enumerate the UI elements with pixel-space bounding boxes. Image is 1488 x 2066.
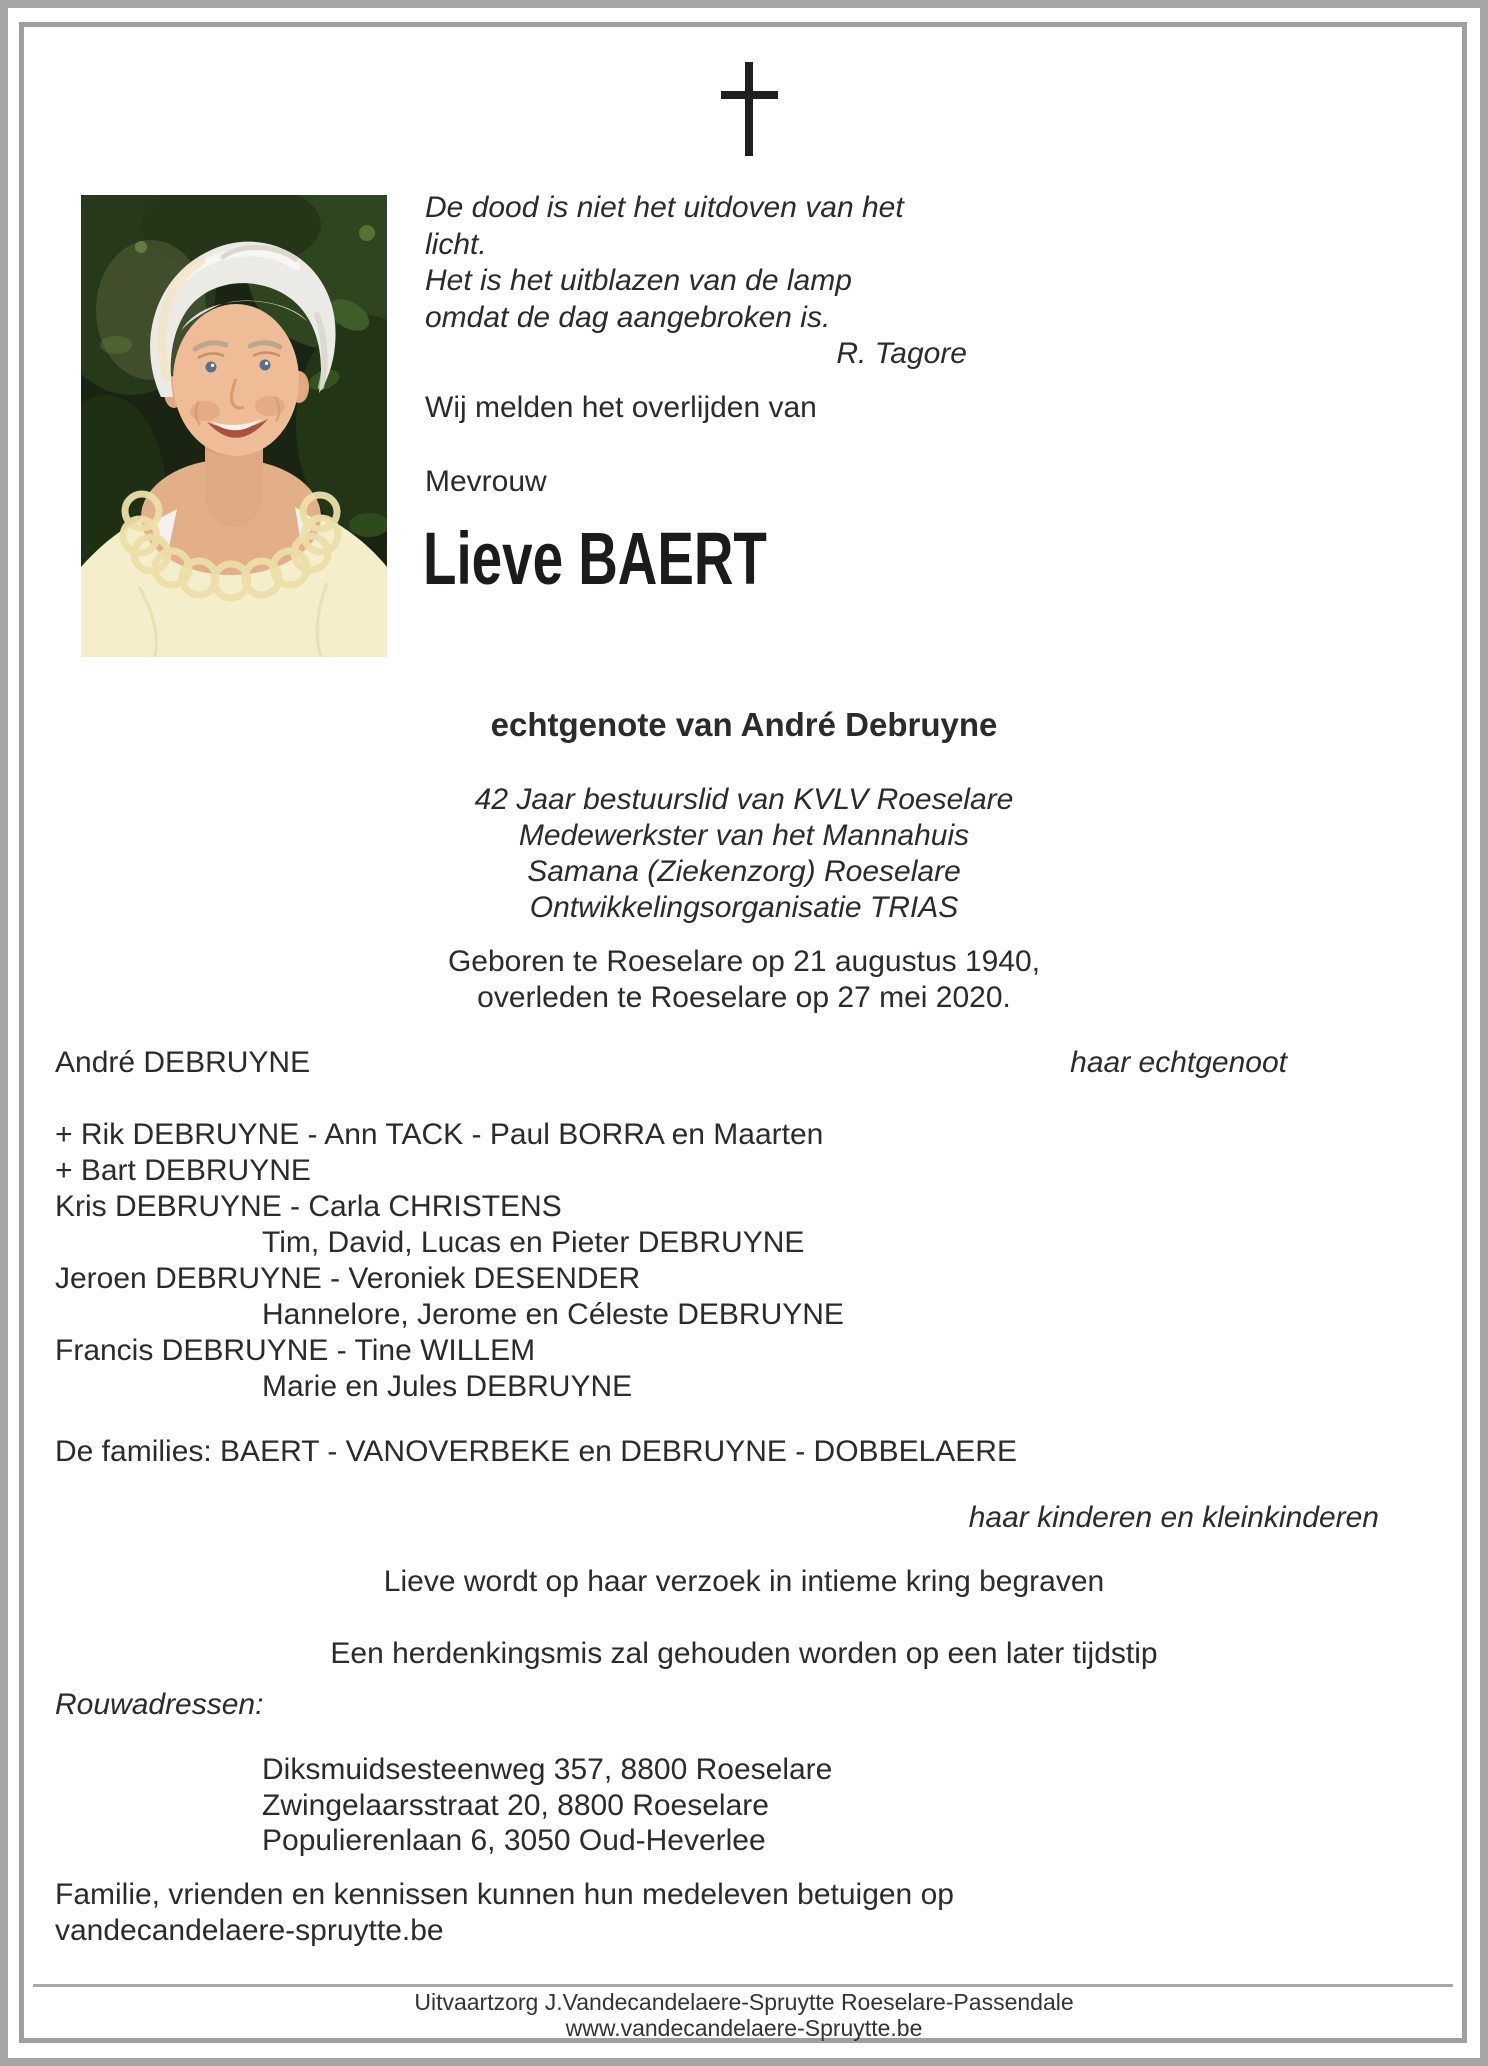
family-line: + Bart DEBRUYNE <box>55 1154 311 1187</box>
address-line: Populierenlaan 6, 3050 Oud-Heverlee <box>262 1824 766 1857</box>
family-line: Francis DEBRUYNE - Tine WILLEM <box>55 1334 536 1367</box>
birth-line: Geboren te Roeselare op 21 augustus 1940, <box>447 945 1041 978</box>
address-line: Diksmuidsesteenweg 357, 8800 Roeselare <box>262 1753 833 1786</box>
spouse-role: haar echtgenoot <box>1070 1046 1287 1079</box>
quote <box>425 190 973 373</box>
family-line: Kris DEBRUYNE - Carla CHRISTENS <box>55 1190 562 1223</box>
families-line: De families: BAERT - VANOVERBEKE en DEBRUYNE - DOBBELAERE <box>55 1435 1017 1468</box>
portrait-illustration <box>81 195 387 657</box>
family-line-grandchildren: Tim, David, Lucas en Pieter DEBRUYNE <box>262 1226 805 1259</box>
spouse-name: André DEBRUYNE <box>55 1046 311 1079</box>
family-line-grandchildren: Hannelore, Jerome en Céleste DEBRUYNE <box>262 1298 844 1331</box>
membership-line: Medewerkster van het Mannahuis <box>518 819 970 852</box>
family-line: Jeroen DEBRUYNE - Veroniek DESENDER <box>55 1262 641 1295</box>
memorial-notice: Een herdenkingsmis zal gehouden worden op een later tijdstip <box>330 1637 1158 1670</box>
quote-attribution: R. Tagore <box>836 337 967 370</box>
footer-divider <box>33 1984 1453 1987</box>
membership-line: Samana (Ziekenzorg) Roeselare <box>527 855 961 888</box>
announcement-intro: Wij melden het overlijden van <box>425 391 817 424</box>
burial-notice: Lieve wordt op haar verzoek in intieme kring begraven <box>383 1565 1105 1598</box>
membership-line: Ontwikkelingsorganisatie TRIAS <box>529 891 959 924</box>
footer <box>0 1990 1488 2041</box>
death-line: overleden te Roeselare op 27 mei 2020. <box>477 981 1011 1014</box>
memberships <box>0 782 1488 926</box>
funeral-home-line: Uitvaartzorg J.Vandecandelaere-Spruytte Roeselare-Passendale <box>414 1989 1074 2015</box>
quote-line: omdat de dag aangebroken is. <box>425 300 831 334</box>
address-line: Zwingelaarsstraat 20, 8800 Roeselare <box>262 1788 769 1822</box>
deceased-name: Lieve BAERT <box>423 517 767 600</box>
portrait-photo <box>81 195 387 657</box>
condolence-note <box>55 1877 954 1949</box>
membership-line: 42 Jaar bestuurslid van KVLV Roeselare <box>474 783 1014 816</box>
condolence-website: vandecandelaere-spruytte.be <box>55 1914 444 1947</box>
funeral-home-website: www.vandecandelaere-Spruytte.be <box>565 2014 923 2041</box>
children-role: haar kinderen en kleinkinderen <box>968 1501 1379 1534</box>
quote-line: Het is het uitblazen van de lamp <box>425 264 852 297</box>
family-line-grandchildren: Marie en Jules DEBRUYNE <box>262 1370 633 1403</box>
condolence-text: Familie, vrienden en kennissen kunnen hun medeleven betuigen op <box>55 1878 954 1911</box>
honorific: Mevrouw <box>425 465 547 498</box>
family-list <box>55 1117 1155 1405</box>
mourning-addresses <box>262 1752 832 1859</box>
family-line: + Rik DEBRUYNE - Ann TACK - Paul BORRA en Maarten <box>55 1118 824 1151</box>
birth-death-dates <box>0 944 1488 1016</box>
quote-line: De dood is niet het uitdoven van het licht. <box>425 191 904 261</box>
mourning-addresses-label: Rouwadressen: <box>55 1688 264 1721</box>
spouse-relation: echtgenote van André Debruyne <box>490 706 998 743</box>
